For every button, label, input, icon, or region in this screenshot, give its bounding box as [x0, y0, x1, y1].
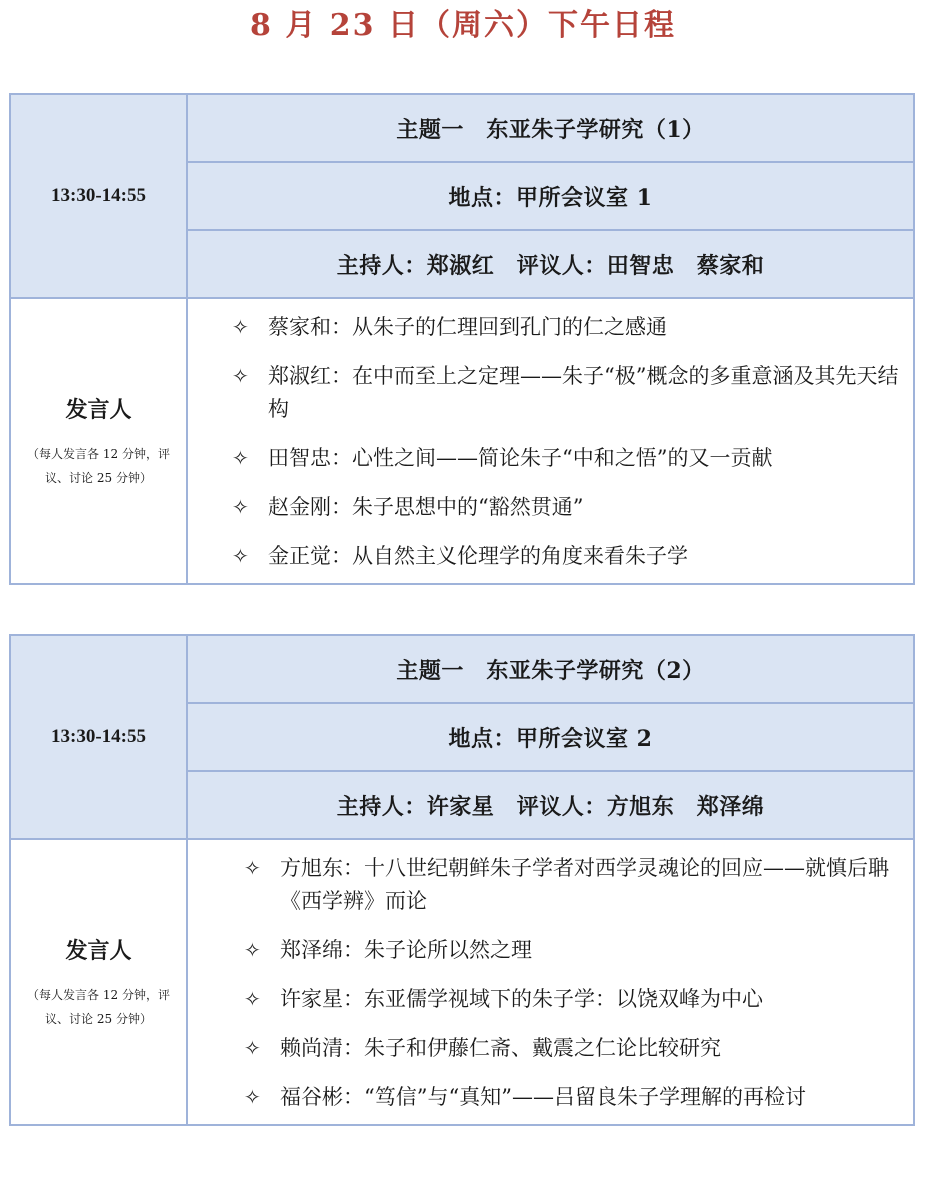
talk-list: [188, 840, 913, 1124]
talk-text: 方旭东：十八世纪朝鲜朱子学者对西学灵魂论的回应——就慎后聃《西学辨》而论: [280, 856, 889, 913]
talk-item: [244, 983, 905, 1016]
session-theme: 主题一 东亚朱子学研究（2）: [188, 636, 913, 702]
session-time: 13:30-14:55: [51, 185, 146, 206]
sparkle-bullet-icon: ✧: [232, 315, 249, 339]
talk-text: 赖尚清：朱子和伊藤仁斋、戴震之仁论比较研究: [280, 1036, 721, 1060]
speakers-note-line: 议、讨论 25 分钟）: [45, 1011, 152, 1026]
talk-item: [232, 540, 905, 573]
talk-text: 福谷彬：“笃信”与“真知”——吕留良朱子学理解的再检讨: [280, 1085, 806, 1109]
talk-text: 郑泽绵：朱子论所以然之理: [280, 938, 532, 962]
talk-text: 金正觉：从自然主义伦理学的角度来看朱子学: [268, 544, 688, 568]
session-table-2: [9, 634, 915, 1126]
speakers-label: 发言人: [65, 937, 132, 964]
talk-item: [232, 442, 905, 475]
time-cell: [11, 636, 188, 838]
speakers-note-line: （每人发言各 12 分钟，评: [27, 987, 170, 1002]
talk-item: [232, 311, 905, 344]
talk-text: 蔡家和：从朱子的仁理回到孔门的仁之感通: [268, 315, 667, 339]
session-host-commentator: 主持人：郑淑红 评议人：田智忠 蔡家和: [188, 229, 913, 297]
talk-item: [244, 1081, 905, 1114]
talk-item: [232, 360, 905, 426]
page-title: 8 月 23 日（周六）下午日程: [250, 8, 676, 43]
sparkle-bullet-icon: ✧: [232, 446, 249, 470]
talk-item: [244, 852, 905, 918]
session-speakers: [11, 838, 913, 1124]
sparkle-bullet-icon: ✧: [232, 544, 249, 568]
speakers-cell: [11, 299, 188, 583]
sparkle-bullet-icon: ✧: [244, 1036, 261, 1060]
sparkle-bullet-icon: ✧: [244, 938, 261, 962]
talk-text: 郑淑红：在中而至上之定理——朱子“极”概念的多重意涵及其先天结构: [268, 364, 899, 421]
time-cell: [11, 95, 188, 297]
session-table-1: [9, 93, 915, 585]
talk-item: [232, 491, 905, 524]
session-speakers: [11, 297, 913, 583]
speakers-cell: [11, 840, 188, 1124]
talk-text: 许家星：东亚儒学视域下的朱子学：以饶双峰为中心: [280, 987, 763, 1011]
session-location: 地点：甲所会议室 2: [188, 702, 913, 770]
session-header: [11, 636, 913, 838]
sparkle-bullet-icon: ✧: [244, 987, 261, 1011]
session-time: 13:30-14:55: [51, 726, 146, 747]
speakers-label: 发言人: [65, 396, 132, 423]
sparkle-bullet-icon: ✧: [232, 364, 249, 388]
sparkle-bullet-icon: ✧: [232, 495, 249, 519]
talk-item: [244, 1032, 905, 1065]
sparkle-bullet-icon: ✧: [244, 856, 261, 880]
speakers-note: [27, 442, 170, 490]
session-theme: 主题一 东亚朱子学研究（1）: [188, 95, 913, 161]
speakers-note-line: 议、讨论 25 分钟）: [45, 470, 152, 485]
talk-text: 田智忠：心性之间——简论朱子“中和之悟”的又一贡献: [268, 446, 773, 470]
talk-list: [188, 299, 913, 583]
speakers-note: [27, 983, 170, 1031]
speakers-note-line: （每人发言各 12 分钟，评: [27, 446, 170, 461]
session-location: 地点：甲所会议室 1: [188, 161, 913, 229]
sparkle-bullet-icon: ✧: [244, 1085, 261, 1109]
session-host-commentator: 主持人：许家星 评议人：方旭东 郑泽绵: [188, 770, 913, 838]
talk-text: 赵金刚：朱子思想中的“豁然贯通”: [268, 495, 584, 519]
talk-item: [244, 934, 905, 967]
session-header: [11, 95, 913, 297]
